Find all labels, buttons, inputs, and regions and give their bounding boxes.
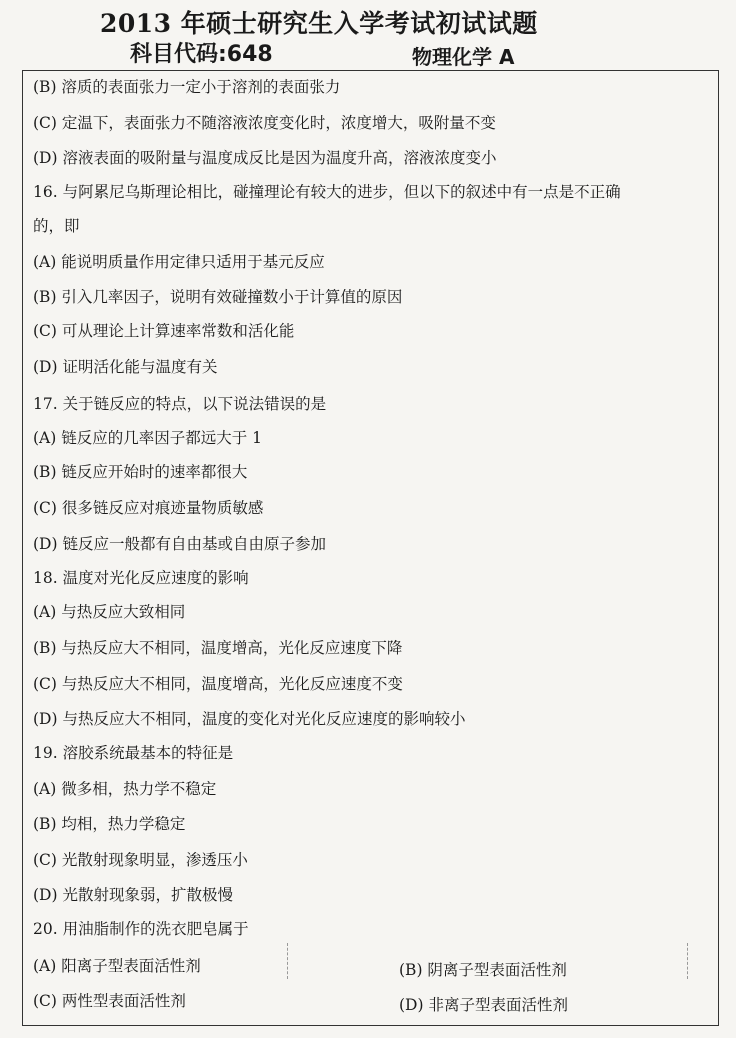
option-20b: (B) 阴离子型表面活性剂: [399, 961, 567, 979]
option-17d: (D) 链反应一般都有自由基或自由原子参加: [33, 535, 326, 553]
option-19b: (B) 均相，热力学稳定: [33, 815, 186, 833]
option-16a: (A) 能说明质量作用定律只适用于基元反应: [33, 253, 325, 271]
option-20c: (C) 两性型表面活性剂: [33, 992, 186, 1010]
option-20d: (D) 非离子型表面活性剂: [399, 996, 568, 1014]
option-16b: (B) 引入几率因子，说明有效碰撞数小于计算值的原因: [33, 288, 403, 306]
option-17c: (C) 很多链反应对痕迹量物质敏感: [33, 499, 264, 517]
subject-code: 科目代码:648: [130, 42, 273, 67]
subject-name: 物理化学 A: [412, 45, 515, 69]
text-line: (C) 定温下，表面张力不随溶液浓度变化时，浓度增大，吸附量不变: [33, 114, 496, 132]
question-19: 19. 溶胶系统最基本的特征是: [33, 744, 234, 762]
text-line: (B) 溶质的表面张力一定小于溶剂的表面张力: [33, 78, 341, 96]
question-18: 18. 温度对光化反应速度的影响: [33, 569, 249, 587]
option-18a: (A) 与热反应大致相同: [33, 603, 186, 621]
question-frame: [22, 70, 719, 1026]
text-line: 的，即: [33, 217, 80, 235]
option-18d: (D) 与热反应大不相同，温度的变化对光化反应速度的影响较小: [33, 710, 466, 728]
question-17: 17. 关于链反应的特点，以下说法错误的是: [33, 395, 327, 413]
option-19c: (C) 光散射现象明显，渗透压小: [33, 851, 248, 869]
scan-mark: [287, 943, 289, 979]
exam-header: [0, 0, 736, 72]
option-19a: (A) 微多相，热力学不稳定: [33, 780, 217, 798]
option-16d: (D) 证明活化能与温度有关: [33, 358, 218, 376]
question-16: 16. 与阿累尼乌斯理论相比，碰撞理论有较大的进步，但以下的叙述中有一点是不正确: [33, 183, 621, 201]
option-16c: (C) 可从理论上计算速率常数和活化能: [33, 322, 295, 340]
text-line: (D) 溶液表面的吸附量与温度成反比是因为温度升高，溶液浓度变小: [33, 149, 497, 167]
option-17a: (A) 链反应的几率因子都远大于 1: [33, 429, 263, 447]
exam-title: 2013 年硕士研究生入学考试初试试题: [100, 9, 538, 38]
option-17b: (B) 链反应开始时的速率都很大: [33, 463, 248, 481]
option-18c: (C) 与热反应大不相同，温度增高，光化反应速度不变: [33, 675, 403, 693]
question-20: 20. 用油脂制作的洗衣肥皂属于: [33, 920, 249, 938]
option-18b: (B) 与热反应大不相同，温度增高，光化反应速度下降: [33, 639, 403, 657]
scan-mark: [687, 943, 689, 979]
option-19d: (D) 光散射现象弱，扩散极慢: [33, 886, 233, 904]
option-20a: (A) 阳离子型表面活性剂: [33, 957, 201, 975]
